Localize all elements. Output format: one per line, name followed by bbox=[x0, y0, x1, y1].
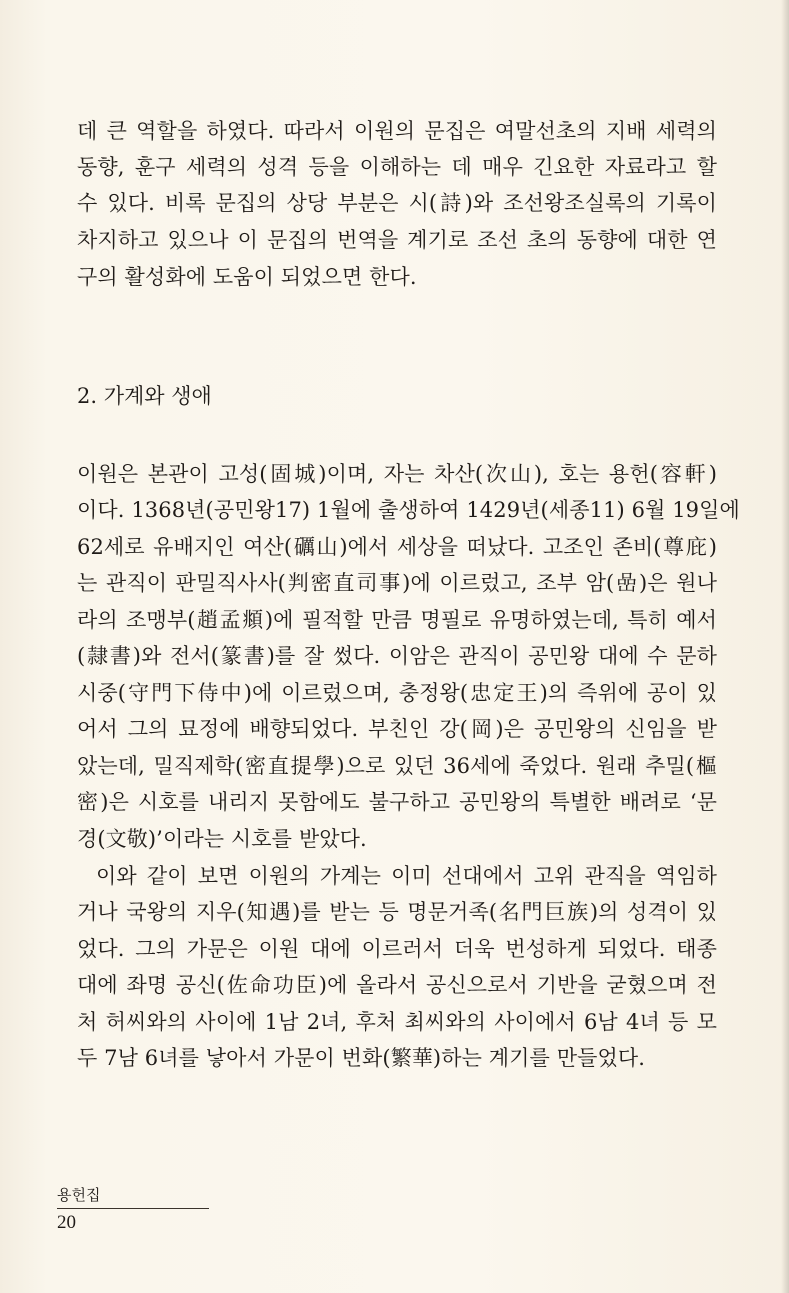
paragraph-2-line-11: 경(文敬)’이라는 시호를 받았다. bbox=[77, 827, 367, 851]
paragraph-2-line-10: 密)은 시호를 내리지 못함에도 불구하고 공민왕의 특별한 배려로 ‘문 bbox=[77, 790, 717, 814]
paragraph-3-line-1: 이와 같이 보면 이원의 가계는 이미 선대에서 고위 관직을 역임하 bbox=[96, 864, 717, 888]
paragraph-2-line-5: 라의 조맹부(趙孟頫)에 필적할 만큼 명필로 유명하였는데, 특히 예서 bbox=[77, 608, 717, 632]
paragraph-3-line-2: 거나 국왕의 지우(知遇)를 받는 등 명문거족(名門巨族)의 성격이 있 bbox=[77, 900, 717, 924]
footer-rule bbox=[57, 1208, 209, 1209]
paragraph-1-line-3: 수 있다. 비록 문집의 상당 부분은 시(詩)와 조선왕조실록의 기록이 bbox=[77, 191, 717, 215]
page-number: 20 bbox=[57, 1212, 76, 1233]
paragraph-2-line-1: 이원은 본관이 고성(固城)이며, 자는 차산(次山), 호는 용헌(容軒) bbox=[77, 462, 717, 486]
paragraph-2-line-6: (隷書)와 전서(篆書)를 잘 썼다. 이암은 관직이 공민왕 대에 수 문하 bbox=[77, 644, 717, 668]
paragraph-3-line-6: 두 7남 6녀를 낳아서 가문이 번화(繁華)하는 계기를 만들었다. bbox=[77, 1046, 646, 1070]
paragraph-2-line-9: 았는데, 밀직제학(密直提學)으로 있던 36세에 죽었다. 원래 추밀(樞 bbox=[77, 754, 717, 778]
paragraph-2-line-8: 어서 그의 묘정에 배향되었다. 부친인 강(岡)은 공민왕의 신임을 받 bbox=[77, 717, 717, 741]
paragraph-2-line-3: 62세로 유배지인 여산(礪山)에서 세상을 떠났다. 고조인 존비(尊庇) bbox=[77, 535, 717, 559]
paragraph-1-line-5: 구의 활성화에 도움이 되었으면 한다. bbox=[77, 265, 417, 289]
paragraph-3-line-3: 었다. 그의 가문은 이원 대에 이르러서 더욱 번성하게 되었다. 태종 bbox=[77, 937, 717, 961]
page-edge-shadow bbox=[781, 0, 789, 1293]
paragraph-1-line-1: 데 큰 역할을 하였다. 따라서 이원의 문집은 여말선초의 지배 세력의 bbox=[77, 119, 717, 143]
section-heading: 2. 가계와 생애 bbox=[77, 384, 212, 408]
paragraph-2-line-2: 이다. 1368년(공민왕17) 1월에 출생하여 1429년(세종11) 6월 19일에 bbox=[77, 498, 740, 522]
paragraph-2-line-4: 는 관직이 판밀직사사(判密直司事)에 이르렀고, 조부 암(嵒)은 원나 bbox=[77, 571, 717, 595]
paragraph-1-line-2: 동향, 훈구 세력의 성격 등을 이해하는 데 매우 긴요한 자료라고 할 bbox=[77, 155, 717, 179]
paragraph-3-line-5: 처 허씨와의 사이에 1남 2녀, 후처 최씨와의 사이에서 6남 4녀 등 모 bbox=[77, 1010, 717, 1034]
paragraph-1-line-4: 차지하고 있으나 이 문집의 번역을 계기로 조선 초의 동향에 대한 연 bbox=[77, 228, 717, 252]
running-footer-title: 용헌집 bbox=[57, 1186, 101, 1204]
paragraph-3-line-4: 대에 좌명 공신(佐命功臣)에 올라서 공신으로서 기반을 굳혔으며 전 bbox=[77, 973, 717, 997]
paragraph-2-line-7: 시중(守門下侍中)에 이르렀으며, 충정왕(忠定王)의 즉위에 공이 있 bbox=[77, 681, 717, 705]
